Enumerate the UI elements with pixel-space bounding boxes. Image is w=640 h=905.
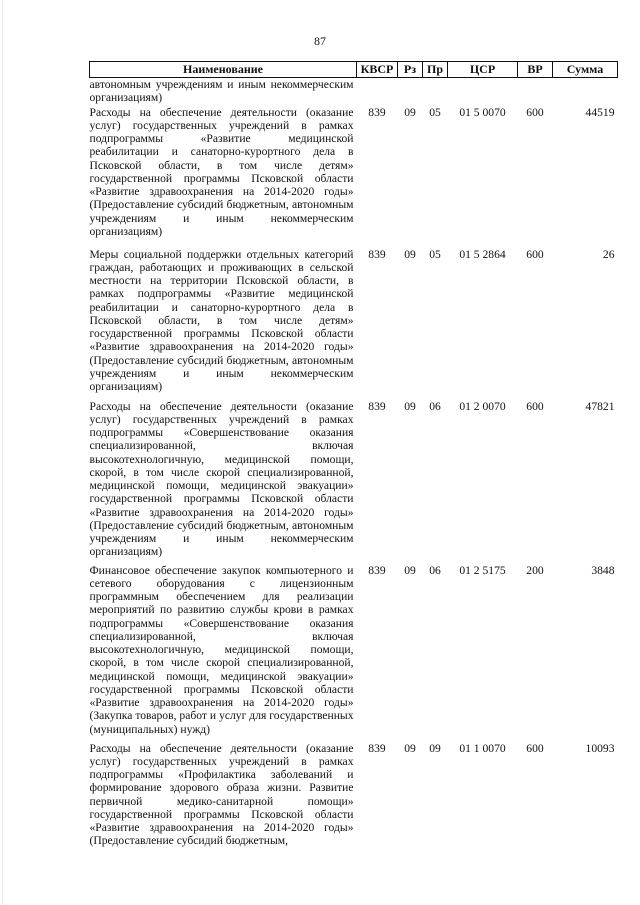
row-name: Расходы на обеспечение деятельности (оказание услуг) государственных учреждений в рамках подпрограммы «Развитие медицинской реабилитации и санаторно-курортного дела в Псковской области, в том числе детям» государственной программы Псковской области «Развитие здравоохранения на 2014-2020 годы» (Предоставление субсидий бюджетным, автономным учреждениям и иным некоммерческим организациям) xyxy=(89,105,354,238)
row-kvsr: 839 xyxy=(368,399,386,413)
row-pr: 09 xyxy=(429,741,441,755)
row-kvsr: 839 xyxy=(368,741,386,755)
row-sum: 47821 xyxy=(585,399,615,413)
row-vr: 200 xyxy=(526,563,544,577)
row-rz: 09 xyxy=(404,399,416,413)
row-rz: 09 xyxy=(404,741,416,755)
table-header-row xyxy=(90,62,618,78)
row-name: Меры социальной поддержки отдельных категорий граждан, работающих и проживающих в сельской местности на территории Псковской области, в рамках подпрограммы «Развитие медицинской реабилитации и санаторно-курортного дела в Псковской области, в том числе детям» государственной программы Псковской области «Развитие здравоохранения на 2014-2020 годы» (Предоставление субсидий бюджетным, автономным учреждениям и иным некоммерческим организациям) xyxy=(89,247,354,393)
row-kvsr: 839 xyxy=(368,563,386,577)
header-vr: ВР xyxy=(518,62,553,78)
row-csr: 01 1 0070 xyxy=(459,741,506,755)
row-name: Финансовое обеспечение закупок компьютерного и сетевого оборудования с лицензионным программным обеспечением для реализации мероприятий по развитию службы крови в рамках подпрограммы «Совершенствование оказания специализированной, включая высокотехнологичную, медицинской помощи, скорой, в том числе скорой специализированной, медицинской помощи, медицинской эвакуации» государственной программы Псковской области «Развитие здравоохранения на 2014-2020 годы» (Закупка товаров, работ и услуг для государственных (муниципальных) нужд) xyxy=(89,563,354,736)
row-name: Расходы на обеспечение деятельности (оказание услуг) государственных учреждений в рамках подпрограммы «Профилактика заболеваний и формирование здорового образа жизни. Развитие первичной медико-санитарной помощи» государственной программы Псковской области «Развитие здравоохранения на 2014-2020 годы» (Предоставление субсидий бюджетным, xyxy=(89,741,354,848)
row-csr: 01 2 5175 xyxy=(459,563,506,577)
table-row xyxy=(90,106,618,248)
table-row xyxy=(90,78,618,106)
table-row xyxy=(90,742,618,848)
row-rz: 09 xyxy=(404,563,416,577)
header-csr: ЦСР xyxy=(448,62,518,78)
budget-table xyxy=(89,61,618,848)
header-sum: Сумма xyxy=(553,62,618,78)
row-rz: 09 xyxy=(404,247,416,261)
row-vr: 600 xyxy=(526,105,544,119)
row-sum: 44519 xyxy=(585,105,615,119)
table-row xyxy=(90,400,618,564)
header-name: Наименование xyxy=(90,62,357,78)
row-sum: 3848 xyxy=(591,563,615,577)
header-kvsr: КВСР xyxy=(357,62,398,78)
row-vr: 600 xyxy=(526,741,544,755)
scan-edge xyxy=(2,0,3,905)
table-row xyxy=(90,564,618,742)
table-row xyxy=(90,248,618,400)
row-pr: 05 xyxy=(429,105,441,119)
row-csr: 01 2 0070 xyxy=(459,399,506,413)
row-sum: 26 xyxy=(602,247,615,261)
row-sum: 10093 xyxy=(585,741,615,755)
header-pr: Пр xyxy=(423,62,448,78)
row-pr: 06 xyxy=(429,399,441,413)
row-pr: 06 xyxy=(429,563,441,577)
row-rz: 09 xyxy=(404,105,416,119)
row-kvsr: 839 xyxy=(368,247,386,261)
row-kvsr: 839 xyxy=(368,105,386,119)
row-pr: 05 xyxy=(429,247,441,261)
header-rz: Рз xyxy=(398,62,423,78)
row-csr: 01 5 0070 xyxy=(459,105,506,119)
row-vr: 600 xyxy=(526,247,544,261)
row-name: Расходы на обеспечение деятельности (оказание услуг) государственных учреждений в рамках подпрограммы «Совершенствование оказания специализированной, включая высокотехнологичную, медицинской помощи, скорой, в том числе скорой специализированной, медицинской помощи, медицинской эвакуации» государственной программы Псковской области «Развитие здравоохранения на 2014-2020 годы» (Предоставление субсидий бюджетным, автономным учреждениям и иным некоммерческим организациям) xyxy=(89,399,354,559)
row-vr: 600 xyxy=(526,399,544,413)
page-number: 87 xyxy=(314,34,326,48)
row-csr: 01 5 2864 xyxy=(459,247,506,261)
continuation-text: автономным учреждениям и иным некоммерческим организациям) xyxy=(89,78,354,105)
